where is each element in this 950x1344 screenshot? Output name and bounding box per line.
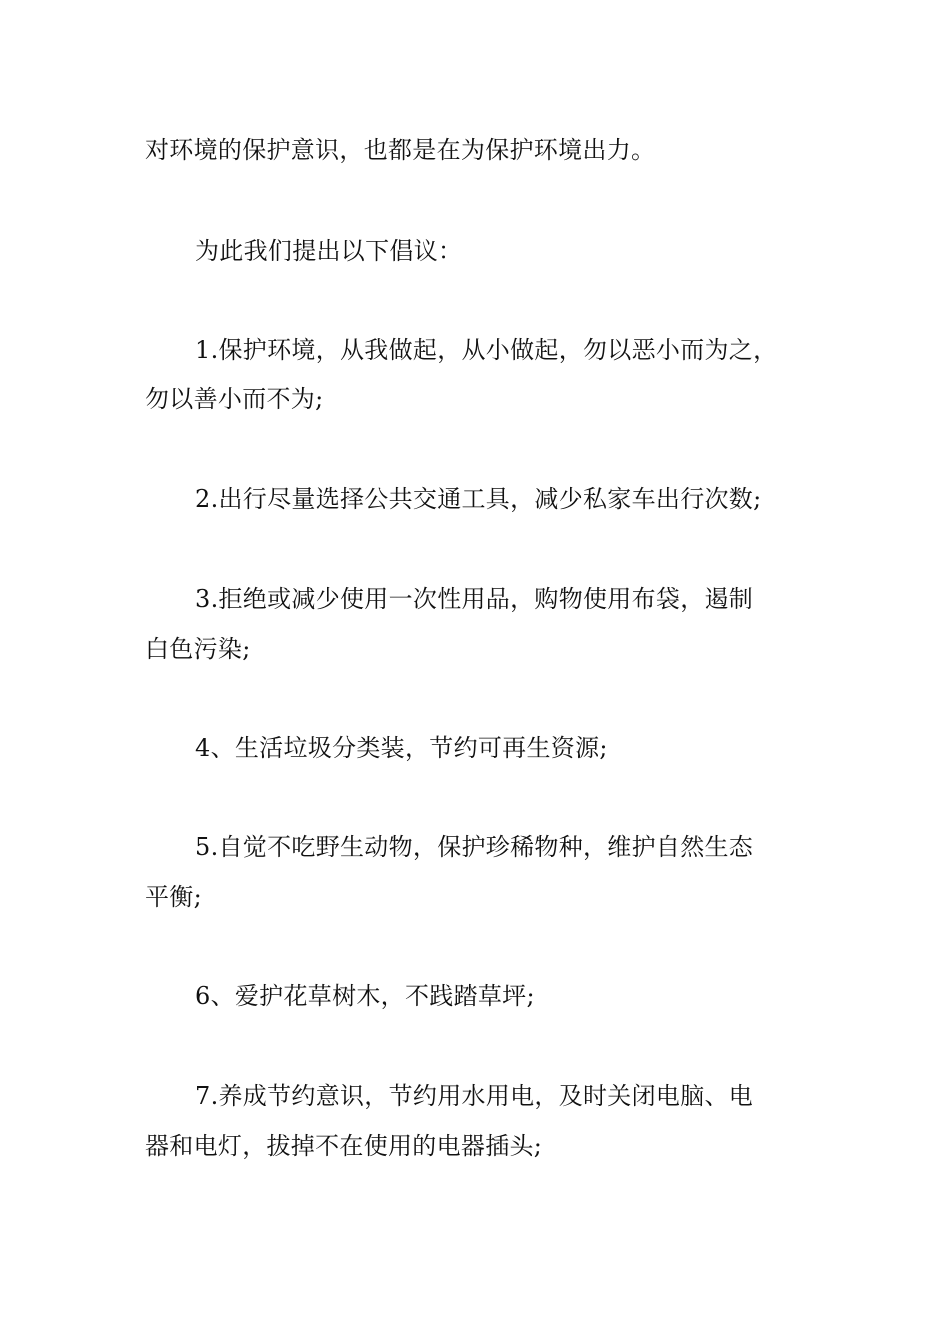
proposal-item-6-line-1: 6、爱护花草树木，不践踏草坪;	[195, 982, 535, 1010]
paragraph-continuation-line: 对环境的保护意识，也都是在为保护环境出力。	[145, 136, 656, 164]
proposal-item-3-line-1: 3.拒绝或减少使用一次性用品，购物使用布袋，遏制	[195, 585, 754, 613]
proposal-item-1-line-2: 勿以善小而不为;	[145, 385, 324, 413]
proposal-item-1-line-1: 1.保护环境，从我做起，从小做起，勿以恶小而为之，	[195, 336, 778, 364]
proposal-item-2-line-1: 2.出行尽量选择公共交通工具，减少私家车出行次数;	[195, 485, 762, 513]
proposal-item-7-line-1: 7.养成节约意识，节约用水用电，及时关闭电脑、电	[195, 1082, 754, 1110]
proposal-item-7-line-2: 器和电灯，拔掉不在使用的电器插头;	[145, 1132, 543, 1160]
proposal-item-5-line-2: 平衡;	[145, 883, 202, 911]
proposal-item-3-line-2: 白色污染;	[145, 635, 251, 663]
proposal-item-4-line-1: 4、生活垃圾分类装，节约可再生资源;	[195, 734, 608, 762]
proposal-item-5-line-1: 5.自觉不吃野生动物，保护珍稀物种，维护自然生态	[195, 833, 754, 861]
proposal-intro-line: 为此我们提出以下倡议：	[195, 237, 463, 265]
